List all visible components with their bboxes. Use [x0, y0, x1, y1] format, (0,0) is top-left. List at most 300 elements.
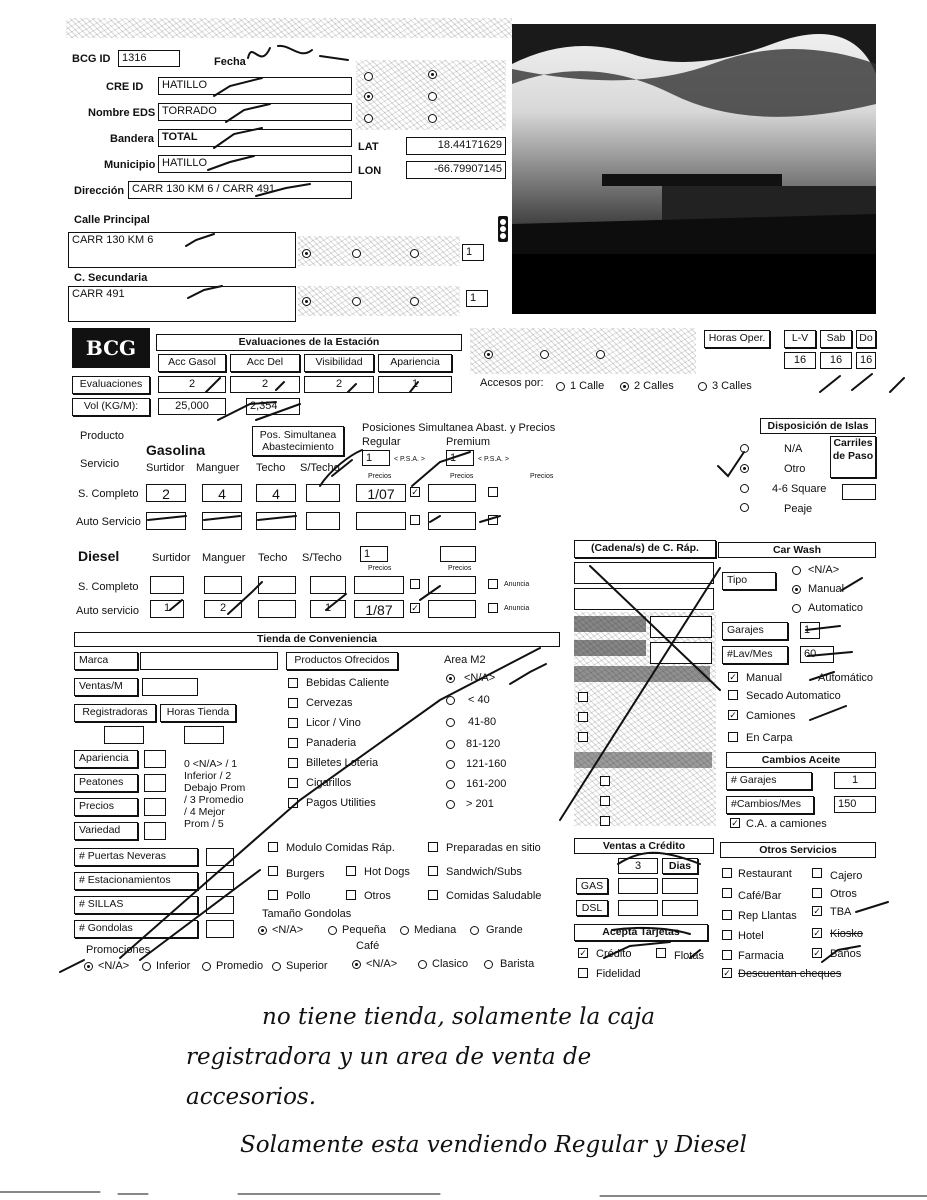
calle-principal-radio-noise	[298, 236, 460, 266]
cadena-check-1[interactable]	[578, 692, 588, 702]
credito-pct-field[interactable]: 3	[618, 858, 658, 874]
lon-field[interactable]: -66.79907145	[406, 161, 506, 179]
otros-comidas-label: Otros	[364, 890, 391, 902]
disposicion-square-label: 4-6 Square	[772, 483, 827, 495]
carriles-field[interactable]	[842, 484, 876, 500]
premium-precios-label: Precios	[450, 473, 474, 480]
tba-check[interactable]: ✓	[813, 906, 821, 916]
gas-sc-techo[interactable]: 4	[256, 484, 296, 502]
cadena-check-5[interactable]	[600, 796, 610, 806]
acc-gasol-value[interactable]: 2	[158, 376, 226, 393]
bcg-id-field[interactable]: 1316	[118, 50, 180, 67]
disposicion-square-radio[interactable]	[740, 484, 749, 493]
marca-field[interactable]	[140, 652, 278, 670]
diesel-precios-label-2: Precios	[448, 565, 472, 572]
horas-do-value[interactable]: 16	[856, 352, 876, 369]
s-completo-label: S. Completo	[78, 488, 139, 500]
visibilidad-value[interactable]: 2	[304, 376, 374, 393]
restaurant-label: Restaurant	[738, 868, 792, 880]
disposicion-na-radio[interactable]	[740, 444, 749, 453]
restaurant-check[interactable]	[722, 868, 732, 878]
carwash-secado-check[interactable]	[728, 690, 738, 700]
diesel-sc-techo[interactable]	[258, 576, 296, 594]
pollo-label: Pollo	[286, 890, 311, 902]
surtidor-header: Surtidor	[146, 462, 185, 474]
burgers-label: Burgers	[286, 868, 325, 880]
tamano-pequena-label: Pequeña	[342, 924, 387, 936]
carwash-camiones-check[interactable]: ✓	[729, 710, 737, 720]
cadena-option-field-1[interactable]	[650, 616, 712, 638]
horas-sab-value[interactable]: 16	[820, 352, 852, 369]
cadena-option-4[interactable]	[574, 752, 712, 768]
sillas-field[interactable]	[206, 896, 234, 914]
station-photo-svg	[512, 24, 876, 314]
registradoras-button[interactable]: Registradoras	[74, 704, 156, 722]
diesel-as-anuncia-check[interactable]	[488, 603, 498, 613]
cadena-check-2[interactable]	[578, 712, 588, 722]
producto-label-7: Pagos Utilities	[306, 797, 376, 809]
cafe-bar-label: Café/Bar	[738, 890, 782, 902]
area-option-4: 81-120	[466, 738, 501, 750]
lat-label: LAT	[358, 141, 379, 153]
diesel-s-techo-header: S/Techo	[302, 552, 342, 564]
carwash-manual-radio[interactable]	[792, 585, 801, 594]
cajero-check[interactable]	[812, 868, 822, 878]
pos-simultanea-button[interactable]: Pos. Simultanea Abastecimiento	[252, 426, 344, 456]
area-option-6: 161-200	[466, 778, 507, 790]
sillas-button[interactable]: # SILLAS	[74, 896, 198, 914]
diesel-psa-2[interactable]	[440, 546, 476, 562]
calle-secundaria-count[interactable]: 1	[466, 290, 488, 307]
cafe-clasico-radio[interactable]	[418, 960, 427, 969]
cafe-clasico-label: Clasico	[432, 958, 469, 970]
estacion-radio-1[interactable]	[484, 350, 493, 359]
accesos-1-radio[interactable]	[556, 382, 565, 391]
diesel-as-manguer[interactable]: 2	[204, 600, 242, 618]
evaluaciones-button[interactable]: Evaluaciones	[72, 376, 150, 394]
ventas-button[interactable]: Ventas/M	[74, 678, 138, 696]
dias-button[interactable]: Dias	[662, 858, 698, 874]
station-photo	[512, 24, 876, 314]
diesel-as-check[interactable]: ✓	[411, 603, 419, 613]
gas-sc-premium-check[interactable]	[488, 487, 498, 497]
diesel-as-techo[interactable]	[258, 600, 296, 618]
note-line-3: accesorios.	[186, 1084, 317, 1110]
region-radio-5[interactable]	[364, 114, 373, 123]
scale-line-1: 0 <N/A> / 1	[184, 758, 238, 770]
preparadas-check[interactable]	[428, 842, 438, 852]
carwash-automatico-check-label: Automático	[818, 672, 874, 684]
cafe-barista-radio[interactable]	[484, 960, 493, 969]
posiciones-label: Posiciones Simultanea Abast. y Precios	[362, 422, 556, 434]
hotdogs-check[interactable]	[346, 866, 356, 876]
scale-line-2: Inferior / 2	[184, 770, 232, 782]
diesel-as-precio-2[interactable]	[428, 600, 476, 618]
cre-label: CRE ID	[106, 81, 144, 93]
gas-sc-s-techo[interactable]	[306, 484, 340, 502]
gas-as-regular-check[interactable]	[410, 515, 420, 525]
carwash-na-radio[interactable]	[792, 566, 801, 575]
diesel-sc-precio[interactable]	[354, 576, 404, 594]
auto-servicio-label: Auto Servicio	[76, 516, 141, 528]
gondolas-button[interactable]: # Gondolas	[74, 920, 198, 938]
regular-precios-label: Precios	[368, 473, 392, 480]
calle-principal-field[interactable]: CARR 130 KM 6	[68, 232, 296, 268]
producto-check-4[interactable]	[288, 738, 298, 748]
area-radio-1[interactable]	[446, 674, 455, 683]
gas-button[interactable]: GAS	[576, 878, 608, 894]
nombre-eds-field[interactable]: TORRADO	[158, 103, 352, 121]
calle-secundaria-label: C. Secundaria	[74, 272, 148, 284]
diesel-surtidor-header: Surtidor	[152, 552, 191, 564]
fidelidad-check[interactable]	[578, 968, 588, 978]
cadena-check-3[interactable]	[578, 732, 588, 742]
precios-field[interactable]	[144, 798, 166, 816]
tamano-na-radio[interactable]	[258, 926, 267, 935]
saludable-label: Comidas Saludable	[446, 890, 542, 902]
productos-button[interactable]: Productos Ofrecidos	[286, 652, 398, 670]
cafe-na-label: <N/A>	[366, 958, 398, 970]
calle-principal-radio-2[interactable]	[352, 249, 361, 258]
gas-as-regular-precio[interactable]	[356, 512, 406, 530]
modulo-comidas-label: Modulo Comidas Ráp.	[286, 842, 395, 854]
diesel-as-s-techo[interactable]: 1	[310, 600, 346, 618]
calle-secundaria-radio-1[interactable]	[302, 297, 311, 306]
lat-field[interactable]: 18.44171629	[406, 137, 506, 155]
puertas-field[interactable]	[206, 848, 234, 866]
producto-label-2: Cervezas	[306, 697, 353, 709]
hotel-check[interactable]	[722, 930, 732, 940]
vol-value-2[interactable]: 2,354	[246, 398, 300, 415]
producto-check-3[interactable]	[288, 718, 298, 728]
producto-check-2[interactable]	[288, 698, 298, 708]
bandera-field[interactable]: TOTAL	[158, 129, 352, 147]
scale-line-5: / 4 Mejor	[184, 806, 225, 818]
evaluaciones-title: Evaluaciones de la Estación	[156, 334, 462, 351]
cadena-option-3[interactable]	[574, 666, 710, 682]
apariencia-value[interactable]: 1	[378, 376, 452, 393]
accesos-2-radio[interactable]	[620, 382, 629, 391]
cambios-mes-button[interactable]: #Cambios/Mes	[726, 796, 814, 814]
ca-camiones-check[interactable]: ✓	[731, 818, 739, 828]
municipio-label: Municipio	[104, 159, 156, 171]
promo-promedio-radio[interactable]	[202, 962, 211, 971]
ventas-field[interactable]	[142, 678, 198, 696]
tienda-title: Tienda de Conveniencia	[74, 632, 560, 647]
gas-as-premium-precio[interactable]	[428, 512, 476, 530]
tamano-pequena-radio[interactable]	[328, 926, 337, 935]
carwash-manual-check[interactable]: ✓	[729, 672, 737, 682]
disposicion-title: Disposición de Islas	[760, 418, 876, 434]
diesel-sc-surtidor[interactable]	[150, 576, 184, 594]
horas-lv-header: L-V	[784, 330, 816, 348]
calle-principal-radio-1[interactable]	[302, 249, 311, 258]
estacion-options-noise	[470, 328, 696, 374]
promociones-label: Promociones	[86, 944, 151, 956]
municipio-field[interactable]: HATILLO	[158, 155, 352, 173]
cadena-option-field-2[interactable]	[650, 642, 712, 664]
kiosko-label: Kiosko	[830, 928, 864, 940]
gas-as-surtidor[interactable]	[146, 512, 186, 530]
s-techo-header: S/Techo	[300, 462, 340, 474]
visibilidad-header[interactable]: Visibilidad	[304, 354, 374, 372]
carwash-title: Car Wash	[718, 542, 876, 558]
disposicion-otro-label: Otro	[784, 463, 806, 475]
peatones-button[interactable]: Peatones	[74, 774, 138, 792]
direccion-label: Dirección	[74, 185, 125, 197]
calle-secundaria-radio-2[interactable]	[352, 297, 361, 306]
scale-line-6: Prom / 5	[184, 818, 224, 830]
diesel-title: Diesel	[78, 548, 120, 564]
acc-del-header[interactable]: Acc Del	[230, 354, 300, 372]
carwash-camiones-label: Camiones	[746, 710, 796, 722]
producto-label-6: Cigarillos	[306, 777, 352, 789]
producto-label-3: Licor / Vino	[306, 717, 361, 729]
note-line-2: registradora y un area de venta de	[186, 1044, 592, 1070]
promo-na-radio[interactable]	[84, 962, 93, 971]
descuentan-check[interactable]: ✓	[723, 968, 731, 978]
estacionamientos-field[interactable]	[206, 872, 234, 890]
accesos-3-label: 3 Calles	[712, 380, 752, 392]
tamano-mediana-radio[interactable]	[400, 926, 409, 935]
hotel-label: Hotel	[738, 930, 764, 942]
diesel-sc-label: S. Completo	[78, 581, 139, 593]
sandwich-check[interactable]	[428, 866, 438, 876]
carwash-na-label: <N/A>	[808, 564, 840, 576]
horas-tienda-button[interactable]: Horas Tienda	[160, 704, 236, 722]
gas-field-2[interactable]	[662, 878, 698, 894]
cadena-option-1[interactable]	[574, 616, 646, 632]
acepta-tarjetas-button[interactable]: Acepta Tarjetas	[574, 924, 708, 941]
region-radio-6[interactable]	[428, 114, 437, 123]
cafe-barista-label: Barista	[500, 958, 535, 970]
gas-sc-regular-check[interactable]: ✓	[411, 487, 419, 497]
scale-line-4: / 3 Promedio	[184, 794, 244, 806]
gondolas-field[interactable]	[206, 920, 234, 938]
scan-noise	[66, 18, 512, 38]
calle-secundaria-radio-3[interactable]	[410, 297, 419, 306]
saludable-check[interactable]	[428, 890, 438, 900]
area-radio-7[interactable]	[446, 800, 455, 809]
kiosko-check[interactable]: ✓	[813, 928, 821, 938]
cajero-label: Cajero	[830, 870, 863, 882]
gas-sc-manguer[interactable]: 4	[202, 484, 242, 502]
area-radio-3[interactable]	[446, 718, 455, 727]
rep-llantas-label: Rep Llantas	[738, 910, 797, 922]
tamano-grande-label: Grande	[486, 924, 523, 936]
rep-llantas-check[interactable]	[722, 910, 732, 920]
region-radio-3[interactable]	[364, 92, 373, 101]
area-option-7: > 201	[466, 798, 494, 810]
producto-check-5[interactable]	[288, 758, 298, 768]
pollo-check[interactable]	[268, 890, 278, 900]
disposicion-na-label: N/A	[784, 443, 803, 455]
gas-as-premium-check[interactable]	[488, 515, 498, 525]
calle-principal-label: Calle Principal	[74, 214, 150, 226]
diesel-sc-precio-2[interactable]	[428, 576, 476, 594]
carwash-garajes-field[interactable]: 1	[800, 622, 820, 639]
region-radio-1[interactable]	[364, 72, 373, 81]
cambios-title: Cambios Aceite	[726, 752, 876, 768]
lon-label: LON	[358, 165, 382, 177]
bcg-id-label: BCG ID	[72, 53, 111, 65]
region-radio-4[interactable]	[428, 92, 437, 101]
apariencia-header[interactable]: Apariencia	[378, 354, 452, 372]
peatones-field[interactable]	[144, 774, 166, 792]
cadena-check-6[interactable]	[600, 816, 610, 826]
tamano-grande-radio[interactable]	[470, 926, 479, 935]
dsl-field-1[interactable]	[618, 900, 658, 916]
producto-check-6[interactable]	[288, 778, 298, 788]
dsl-button[interactable]: DSL	[576, 900, 608, 916]
note-line-1: no tiene tienda, solamente la caja	[262, 1004, 655, 1030]
cafe-bar-check[interactable]	[722, 888, 732, 898]
area-radio-6[interactable]	[446, 780, 455, 789]
direccion-field[interactable]: CARR 130 KM 6 / CARR 491	[128, 181, 352, 199]
estacionamientos-button[interactable]: # Estacionamientos	[74, 872, 198, 890]
diesel-as-surtidor[interactable]: 1	[150, 600, 184, 618]
cadena-field-1[interactable]	[574, 562, 714, 584]
regular-psa[interactable]: 1	[362, 450, 390, 466]
cre-field[interactable]: HATILLO	[158, 77, 352, 95]
producto-check-1[interactable]	[288, 678, 298, 688]
area-radio-5[interactable]	[446, 760, 455, 769]
cadena-check-4[interactable]	[600, 776, 610, 786]
farmacia-check[interactable]	[722, 950, 732, 960]
acc-gasol-header[interactable]: Acc Gasol	[158, 354, 226, 372]
disposicion-peaje-label: Peaje	[784, 503, 813, 515]
banos-label: Baños	[830, 948, 862, 960]
modulo-comidas-check[interactable]	[268, 842, 278, 852]
dsl-field-2[interactable]	[662, 900, 698, 916]
diesel-psa[interactable]: 1	[360, 546, 388, 562]
scale-line-3: Debajo Prom	[184, 782, 246, 794]
area-radio-2[interactable]	[446, 696, 455, 705]
gas-as-techo[interactable]	[256, 512, 296, 530]
carwash-manual-check-label: Manual	[746, 672, 783, 684]
area-option-2: < 40	[468, 694, 490, 706]
carriles-button[interactable]: Carriles de Paso	[830, 436, 876, 478]
accesos-2-label: 2 Calles	[634, 380, 674, 392]
horas-lv-value[interactable]: 16	[784, 352, 816, 369]
credito-label: Crédito	[596, 948, 632, 960]
variedad-button[interactable]: Variedad	[74, 822, 138, 840]
gas-field-1[interactable]	[618, 878, 658, 894]
horas-oper-button[interactable]: Horas Oper.	[704, 330, 770, 348]
promo-superior-radio[interactable]	[272, 962, 281, 971]
area-radio-4[interactable]	[446, 740, 455, 749]
gas-sc-regular-precio[interactable]: 1/07	[356, 484, 406, 502]
apariencia-field[interactable]	[144, 750, 166, 768]
fidelidad-label: Fidelidad	[596, 968, 641, 980]
calle-principal-count[interactable]: 1	[462, 244, 484, 261]
carwash-lav-field[interactable]: 60	[800, 646, 834, 663]
hotdogs-label: Hot Dogs	[364, 866, 410, 878]
disposicion-peaje-radio[interactable]	[740, 503, 749, 512]
accesos-1-label: 1 Calle	[570, 380, 605, 392]
cadena-button[interactable]: (Cadena/s) de C. Ráp.	[574, 540, 716, 558]
tamano-na-label: <N/A>	[272, 924, 304, 936]
otros-servicio-check[interactable]	[812, 888, 822, 898]
estacion-radio-3[interactable]	[596, 350, 605, 359]
otros-comidas-check[interactable]	[346, 890, 356, 900]
flotas-check[interactable]	[656, 948, 666, 958]
premium-label: Premium	[446, 436, 491, 448]
banos-check[interactable]: ✓	[813, 948, 821, 958]
carwash-tipo-button[interactable]: Tipo	[722, 572, 776, 590]
gas-as-s-techo[interactable]	[306, 512, 340, 530]
diesel-sc-anuncia-check[interactable]	[488, 579, 498, 589]
cadena-field-2[interactable]	[574, 588, 714, 610]
carwash-carpa-check[interactable]	[728, 732, 738, 742]
vol-label[interactable]: Vol (KG/M):	[72, 398, 150, 416]
carwash-carpa-label: En Carpa	[746, 732, 793, 744]
apariencia-button[interactable]: Apariencia	[74, 750, 138, 768]
producto-check-7[interactable]	[288, 798, 298, 808]
carwash-auto-radio[interactable]	[792, 604, 801, 613]
puertas-button[interactable]: # Puertas Neveras	[74, 848, 198, 866]
burgers-check[interactable]	[268, 866, 278, 876]
ca-camiones-label: C.A. a camiones	[746, 818, 827, 830]
variedad-field[interactable]	[144, 822, 166, 840]
cafe-na-radio[interactable]	[352, 960, 361, 969]
disposicion-otro-radio[interactable]	[740, 464, 749, 473]
diesel-sc-manguer[interactable]	[204, 576, 242, 594]
cambios-garajes-button[interactable]: # Garajes	[726, 772, 812, 790]
ventas-credito-title: Ventas a Crédito	[574, 838, 714, 854]
servicio-label: Servicio	[80, 458, 120, 470]
calle-secundaria-radio-noise	[298, 286, 460, 316]
area-option-3: 41-80	[468, 716, 497, 728]
tamano-label: Tamaño Gondolas	[262, 908, 352, 920]
diesel-sc-s-techo[interactable]	[310, 576, 346, 594]
accesos-3-radio[interactable]	[698, 382, 707, 391]
cafe-label: Café	[356, 940, 380, 952]
gas-sc-surtidor[interactable]: 2	[146, 484, 186, 502]
promo-inferior-radio[interactable]	[142, 962, 151, 971]
horas-tienda-field[interactable]	[184, 726, 224, 744]
cambios-garajes-field[interactable]: 1	[834, 772, 876, 789]
marca-button[interactable]: Marca	[74, 652, 138, 670]
extra-precios-label: Precios	[530, 473, 554, 480]
estacion-radio-2[interactable]	[540, 350, 549, 359]
carwash-garajes-button[interactable]: Garajes	[722, 622, 788, 640]
bcg-logo: BCG	[72, 328, 150, 368]
vol-value[interactable]: 25,000	[158, 398, 226, 415]
cambios-mes-field[interactable]: 150	[834, 796, 876, 813]
diesel-sc-check[interactable]	[410, 579, 420, 589]
carwash-lav-button[interactable]: #Lav/Mes	[722, 646, 788, 664]
gas-sc-premium-precio[interactable]	[428, 484, 476, 502]
promo-promedio-label: Promedio	[216, 960, 264, 972]
tamano-mediana-label: Mediana	[414, 924, 457, 936]
horas-sab-header: Sab	[820, 330, 852, 348]
calle-principal-radio-3[interactable]	[410, 249, 419, 258]
diesel-as-precio[interactable]: 1/87	[354, 600, 404, 618]
manguer-header: Manguer	[196, 462, 240, 474]
area-option-5: 121-160	[466, 758, 507, 770]
acc-del-value[interactable]: 2	[230, 376, 300, 393]
diesel-sc-anuncia-label: Anuncia	[504, 581, 530, 588]
precios-button[interactable]: Precios	[74, 798, 138, 816]
credito-check[interactable]: ✓	[579, 948, 587, 958]
premium-psa[interactable]: 1	[446, 450, 474, 466]
calle-secundaria-field[interactable]: CARR 491	[68, 286, 296, 322]
registradoras-field[interactable]	[104, 726, 144, 744]
region-radio-2[interactable]	[428, 70, 437, 79]
cadena-option-2[interactable]	[574, 640, 646, 656]
gas-as-manguer[interactable]	[202, 512, 242, 530]
